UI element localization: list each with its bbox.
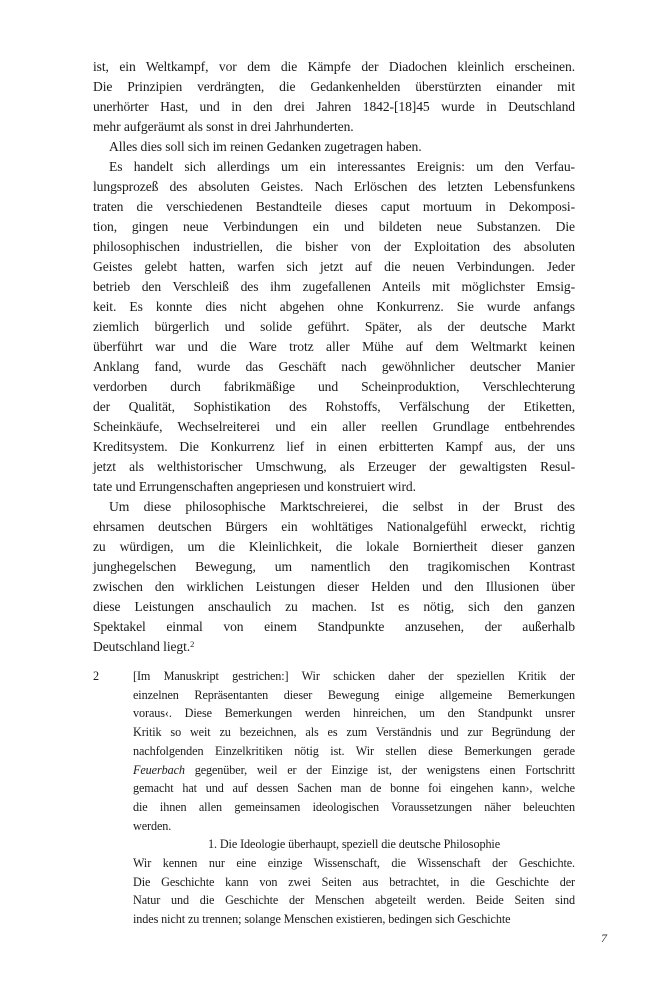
- text-line: 1. Die Ideologie überhaupt, speziell die deutsche Philosophie: [207, 837, 501, 852]
- footnote-marker: 2: [93, 669, 99, 683]
- text-line: zwischen den wirklichen Leistungen dieser Helden und den Illusionen über: [93, 579, 575, 594]
- text-line: Die Geschichte kann von zwei Seiten aus betrachtet, in die Geschichte der: [133, 874, 575, 889]
- text-line: ehrsamen deutschen Bürgers ein wohltätiges Nationalgefühl erweckt, richtig: [93, 519, 575, 534]
- text-line: indes nicht zu trennen; solange Menschen existieren, bedingen sich Geschichte: [133, 912, 511, 927]
- text-line: jetzt als welthistorischer Umschwung, als Erzeuger der gewaltigsten Resul-: [93, 459, 575, 474]
- text-line: Kritik so weit zu bezeichnen, als es zum Verständnis und zur Begründung der: [133, 725, 575, 740]
- text-line: Die Prinzipien verdrängten, die Gedankenhelden überstürzten einander mit: [93, 79, 575, 94]
- text-line: lungsprozeß des absoluten Geistes. Nach Erlöschen des letzten Lebensfunkens: [93, 179, 575, 194]
- text-line: Feuerbach gegenüber, weil er der Einzige ist, der wenigstens einen Fortschritt: [133, 762, 575, 777]
- text-line: einzelnen Repräsentanten dieser Bewegung einige allgemeine Bemerkungen: [133, 687, 575, 702]
- text-line: [Im Manuskript gestrichen:] Wir schicken daher der speziellen Kritik der: [133, 669, 575, 683]
- text-line: die ihnen allen gemeinsamen ideologischen Voraussetzungen näher beleuchten: [133, 799, 575, 814]
- text-line: keit. Es konnte dies nicht abgehen ohne Konkurrenz. Sie wurde anfangs: [93, 299, 575, 314]
- text-line: der Qualität, Sophistikation des Rohstoffs, Verfälschung der Etiketten,: [93, 399, 575, 414]
- text-line: Anklang fand, wurde das Geschäft nach gewöhnlicher deutscher Manier: [93, 359, 575, 374]
- text-line: überführt war und die Ware trotz aller Mühe auf dem Weltmarkt keinen: [93, 339, 575, 354]
- text-line: Um diese philosophische Marktschreierei, die selbst in der Brust des: [109, 499, 575, 514]
- text-line: Spektakel einmal von einem Standpunkte anzusehen, der außerhalb: [93, 619, 575, 634]
- footnote-section: [93, 667, 575, 929]
- main-text: [93, 57, 575, 657]
- text-line: Scheinkäufe, Wechselreiterei und ein aller reellen Grundlage entbehrendes: [93, 419, 575, 434]
- text-line: tion, gingen neue Verbindungen ein und bildeten neue Substanzen. Die: [93, 219, 575, 234]
- text-line: traten die verschiedenen Bestandteile dieses caput mortuum in Dekomposi-: [93, 199, 575, 214]
- text-line: Es handelt sich allerdings um ein interessantes Ereignis: um den Verfau-: [109, 159, 575, 174]
- text-line: gemacht hat und auf dessen Sachen man de bonne foi eingehen kann›, welche: [133, 781, 575, 796]
- text-line: Kreditsystem. Die Konkurrenz lief in einen erbitterten Kampf aus, der uns: [93, 439, 575, 454]
- text-line: Alles dies soll sich im reinen Gedanken zugetragen haben.: [109, 139, 422, 154]
- text-line: philosophischen industriellen, die bisher von der Exploitation des absoluten: [93, 239, 575, 254]
- text-line: Deutschland liegt.$^2$: [93, 639, 195, 654]
- text-line: betrieb den Verschleiß des ihm zugefallenen Anteils mit möglichster Emsig-: [93, 279, 575, 294]
- text-line: nachfolgenden Einzelkritiken nötig ist. Wir stellen diese Bemerkungen gerade: [133, 743, 575, 758]
- text-line: Geistes gelebt hatten, warfen sich jetzt auf die neuen Verbindungen. Jeder: [93, 259, 575, 274]
- footnote-text: [133, 667, 575, 929]
- page-number: 7: [601, 931, 607, 945]
- text-line: werden.: [133, 818, 172, 833]
- text-line: Wir kennen nur eine einzige Wissenschaft, die Wissenschaft der Geschichte.: [133, 856, 575, 871]
- text-line: ziemlich bürgerlich und solide geführt. Später, als der deutsche Markt: [93, 319, 575, 334]
- text-line: unerhörter Hast, und in den drei Jahren 1842-[18]45 wurde in Deutschland: [93, 99, 575, 114]
- text-line: Natur und die Geschichte der Menschen abgeteilt werden. Beide Seiten sind: [133, 893, 575, 908]
- text-line: tate und Errungenschaften angepriesen und konstruiert wird.: [93, 479, 416, 494]
- text-line: mehr aufgeräumt als sonst in drei Jahrhunderten.: [93, 119, 354, 134]
- text-line: junghegelschen Bewegung, um namentlich den tragikomischen Kontrast: [93, 559, 575, 574]
- text-line: voraus‹. Diese Bemerkungen werden hinreichen, um den Standpunkt unsrer: [133, 706, 575, 721]
- text-line: diese Leistungen anschaulich zu machen. Ist es nötig, sich den ganzen: [93, 599, 575, 614]
- text-line: verdorben durch fabrikmäßige und Scheinproduktion, Verschlechterung: [93, 379, 575, 394]
- text-line: zu würdigen, um die Kleinlichkeit, die lokale Borniertheit dieser ganzen: [93, 539, 575, 554]
- text-line: ist, ein Weltkampf, vor dem die Kämpfe der Diadochen kleinlich erscheinen.: [93, 59, 575, 74]
- text-block: [93, 57, 575, 929]
